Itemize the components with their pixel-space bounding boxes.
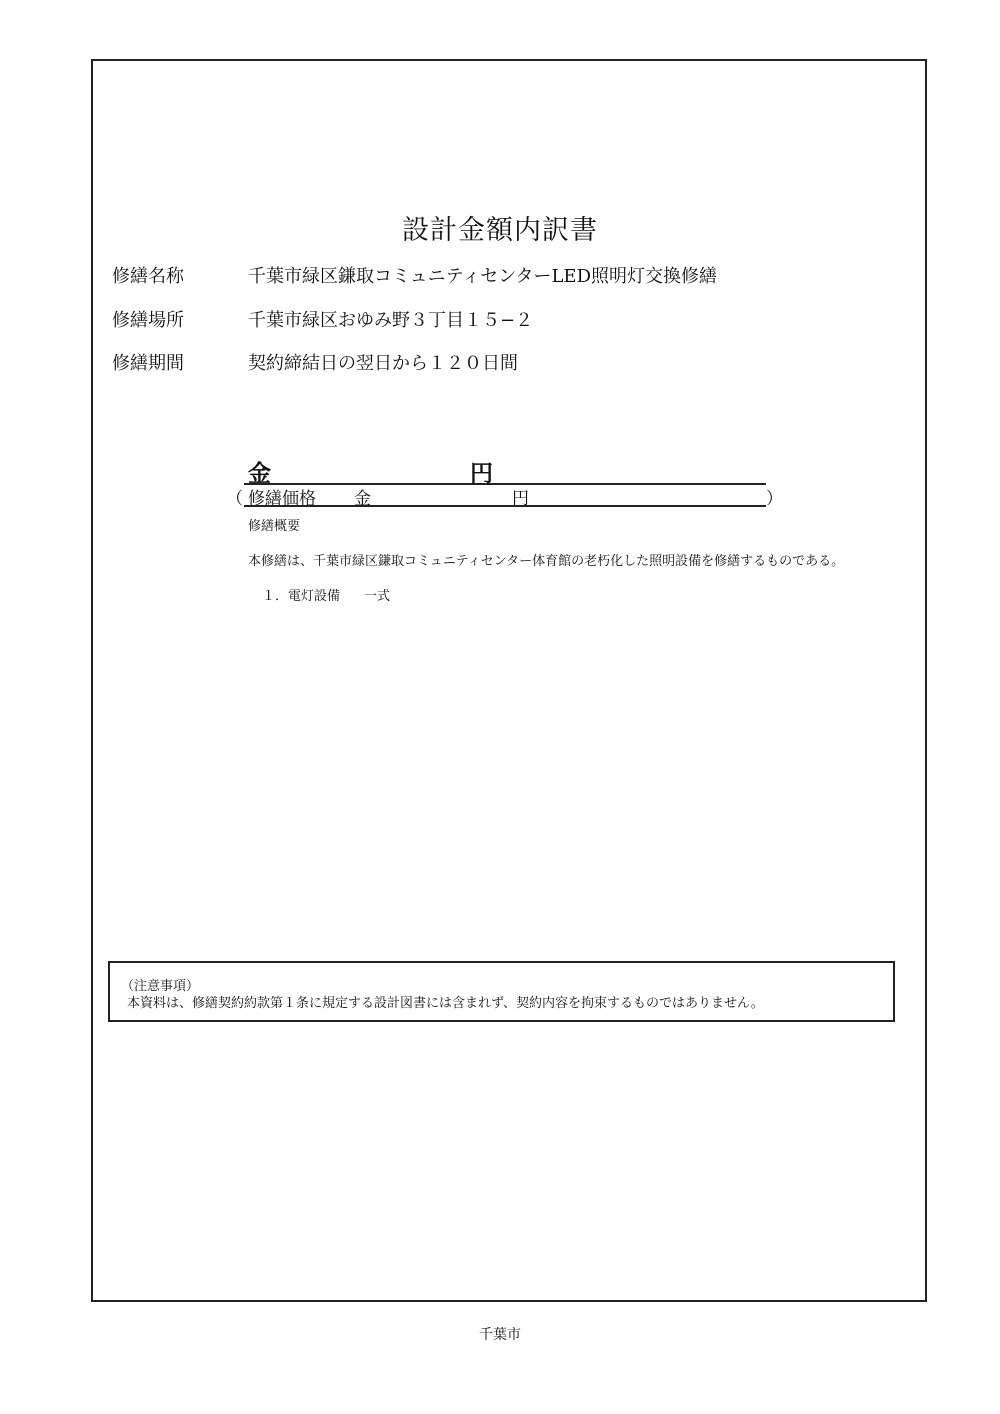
- document-title: 設計金額内訳書: [402, 215, 598, 246]
- info-label: 修繕期間: [112, 353, 184, 374]
- item-number: １．: [262, 589, 289, 604]
- amount-yen: 円: [470, 460, 493, 487]
- repair-price-yen: 円: [512, 489, 529, 509]
- amount-rule-bottom: [244, 505, 766, 507]
- info-row-repair-name: [112, 262, 717, 288]
- notice-heading: （注意事項）: [121, 979, 200, 994]
- notice-box: [108, 961, 895, 1022]
- info-label: 修繕名称: [112, 266, 184, 287]
- item-quantity: 一式: [364, 589, 391, 604]
- overview-heading: 修繕概要: [248, 519, 301, 534]
- info-label: 修繕場所: [112, 310, 184, 331]
- overview-item: [262, 585, 390, 604]
- amount-kin: 金: [248, 460, 271, 487]
- footer-issuer: 千葉市: [479, 1327, 521, 1343]
- repair-price-label: 修繕価格: [248, 489, 316, 509]
- notice-text: 本資料は、修繕契約約款第１条に規定する設計図書には含まれず、契約内容を拘束するものではありません。: [127, 996, 764, 1011]
- item-name: 電灯設備: [288, 589, 341, 604]
- info-value: 千葉市緑区鎌取コミュニティセンターLED照明灯交換修繕: [248, 266, 718, 287]
- info-value: 契約締結日の翌日から１２０日間: [248, 353, 518, 374]
- paren-open: （: [226, 489, 243, 509]
- repair-price-line: [226, 484, 786, 509]
- overview-description: 本修繕は、千葉市緑区鎌取コミュニティセンター体育館の老朽化した照明設備を修繕するものである。: [248, 554, 845, 569]
- repair-price-kin: 金: [354, 489, 371, 509]
- info-row-repair-location: [112, 306, 533, 332]
- paren-close: ）: [766, 489, 783, 509]
- info-value: 千葉市緑区おゆみ野３丁目１５−２: [248, 310, 534, 331]
- info-row-repair-period: [112, 349, 518, 375]
